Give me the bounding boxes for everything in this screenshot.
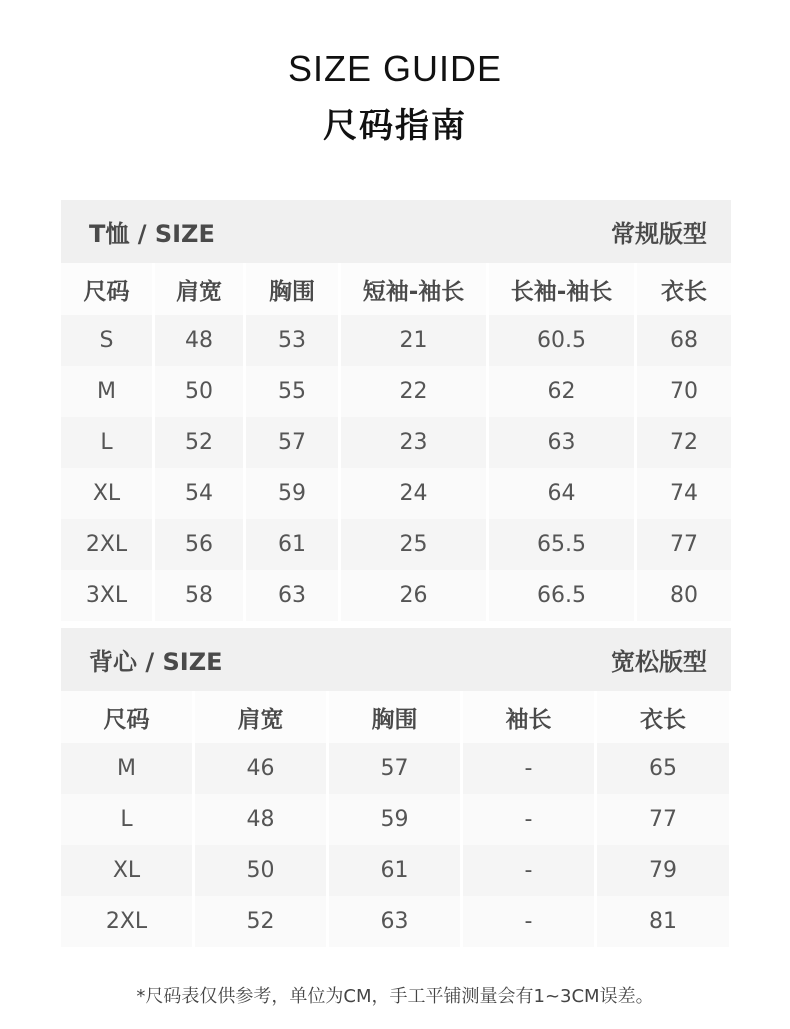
table-cell: - [463,845,594,896]
size-label-cell: M [61,366,152,417]
table-cell: 22 [341,366,486,417]
size-label-cell: XL [61,845,192,896]
size-label-cell: L [61,794,192,845]
table-cell: 65.5 [489,519,634,570]
table-cell: 58 [155,570,243,621]
table-cell: 54 [155,468,243,519]
table-cell: 61 [246,519,338,570]
table-cell: 65 [597,743,729,794]
column-header: 长袖-袖长 [489,263,634,315]
table-cell: 56 [155,519,243,570]
vest-fit-label: 宽松版型 [611,648,707,676]
tshirt-size-section [61,200,731,621]
footnote: *尺码表仅供参考，单位为CM，手工平铺测量会有1~3CM误差。 [136,986,654,1007]
table-cell: 61 [329,845,460,896]
table-cell: 52 [195,896,326,947]
column-header: 短袖-袖长 [341,263,486,315]
column-header: 衣长 [637,263,731,315]
table-cell: 60.5 [489,315,634,366]
column-header: 胸围 [246,263,338,315]
table-cell: 63 [329,896,460,947]
tshirt-section-header [61,200,731,263]
table-cell: 55 [246,366,338,417]
size-label-cell: S [61,315,152,366]
table-cell: 46 [195,743,326,794]
column-header: 肩宽 [155,263,243,315]
table-cell: 64 [489,468,634,519]
table-cell: 68 [637,315,731,366]
column-header: 胸围 [329,691,460,743]
vest-size-section [61,628,731,947]
vest-section-header [61,628,731,691]
table-cell: 63 [246,570,338,621]
table-cell: - [463,743,594,794]
table-cell: 59 [329,794,460,845]
tshirt-section-title: T恤 / SIZE [89,220,215,248]
size-label-cell: 2XL [61,519,152,570]
table-cell: 70 [637,366,731,417]
table-cell: - [463,794,594,845]
table-cell: 52 [155,417,243,468]
table-cell: 23 [341,417,486,468]
size-label-cell: 3XL [61,570,152,621]
size-label-cell: L [61,417,152,468]
table-cell: 77 [597,794,729,845]
table-cell: 62 [489,366,634,417]
table-cell: 53 [246,315,338,366]
page-title-english: SIZE GUIDE [287,48,503,89]
table-cell: 57 [329,743,460,794]
table-cell: 74 [637,468,731,519]
table-cell: 63 [489,417,634,468]
tshirt-size-table [61,263,731,621]
size-label-cell: 2XL [61,896,192,947]
size-label-cell: XL [61,468,152,519]
column-header: 肩宽 [195,691,326,743]
table-cell: 50 [195,845,326,896]
table-cell: 72 [637,417,731,468]
column-header: 袖长 [463,691,594,743]
table-cell: 25 [341,519,486,570]
tshirt-fit-label: 常规版型 [611,220,707,248]
table-cell: 48 [155,315,243,366]
table-cell: 50 [155,366,243,417]
table-cell: 21 [341,315,486,366]
table-cell: 26 [341,570,486,621]
size-label-cell: M [61,743,192,794]
table-cell: 79 [597,845,729,896]
page-title-chinese: 尺码指南 [323,106,467,146]
vest-size-table [61,691,731,947]
column-header: 尺码 [61,691,192,743]
table-cell: 81 [597,896,729,947]
table-cell: 48 [195,794,326,845]
table-cell: 66.5 [489,570,634,621]
vest-section-title: 背心 / SIZE [89,648,223,676]
table-cell: 24 [341,468,486,519]
table-cell: 80 [637,570,731,621]
column-header: 衣长 [597,691,729,743]
table-cell: - [463,896,594,947]
table-cell: 77 [637,519,731,570]
table-cell: 59 [246,468,338,519]
column-header: 尺码 [61,263,152,315]
table-cell: 57 [246,417,338,468]
